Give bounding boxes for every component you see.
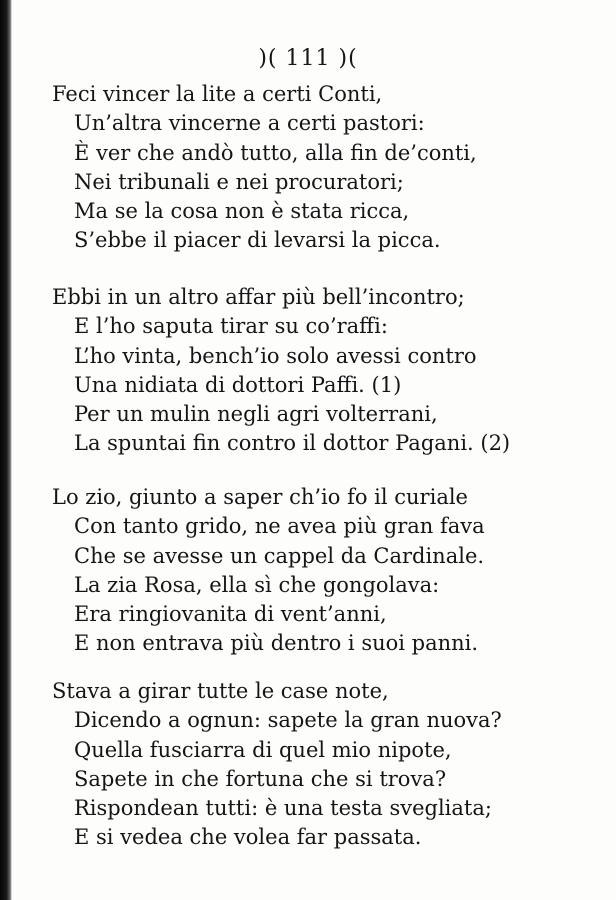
binding-edge (0, 0, 12, 900)
verse-line: La zia Rosa, ella sì che gongolava: (74, 572, 440, 597)
verse-line: Rispondean tutti: è una testa svegliata; (74, 796, 492, 821)
verse-line: Dicendo a ognun: sapete la gran nuova? (74, 708, 502, 733)
verse-line: Una nidiata di dottori Paffi. (1) (74, 372, 402, 397)
verse-line: Sapete in che fortuna che si trova? (74, 766, 447, 791)
verse-line: Nei tribunali e nei procuratori; (74, 169, 404, 194)
stanza-1 (52, 80, 572, 256)
verse-line: Lo zio, giunto a saper ch’io fo il curiale (52, 485, 468, 509)
verse-line: E l’ho saputa tirar su co’raffi: (74, 314, 388, 339)
verse-line: È ver che andò tutto, alla fin de’conti, (74, 140, 477, 165)
verse-line: E si vedea che volea far passata. (74, 825, 422, 850)
verse-line: Ma se la cosa non è stata ricca, (74, 199, 410, 224)
verse-line: Quella fusciarra di quel mio nipote, (74, 737, 452, 762)
verse-line: La spuntai fin contro il dottor Pagani. (2) (74, 431, 511, 456)
verse-line: S’ebbe il piacer di levarsi la picca. (74, 228, 441, 253)
verse-line: Un’altra vincerne a certi pastori: (74, 111, 425, 136)
verse-line: Per un mulin negli agri volterrani, (74, 402, 438, 427)
verse-line: Feci vincer la lite a certi Conti, (52, 82, 383, 106)
stanza-4 (52, 677, 572, 853)
verse-line: L’ho vinta, bench’io solo avessi contro (74, 343, 477, 368)
verse-line: E non entrava più dentro i suoi panni. (74, 631, 479, 656)
verse-line: Ebbi in un altro affar più bell’incontro; (52, 285, 465, 309)
verse-line: Stava a girar tutte le case note, (52, 679, 389, 703)
stanza-3 (52, 483, 572, 659)
page-number-header: )( 111 )( (258, 46, 358, 71)
stanza-2 (52, 283, 572, 459)
verse-line: Che se avesse un cappel da Cardinale. (74, 543, 485, 568)
verse-line: Era ringiovanita di vent’anni, (74, 602, 387, 627)
verse-line: Con tanto grido, ne avea più gran fava (74, 514, 485, 539)
